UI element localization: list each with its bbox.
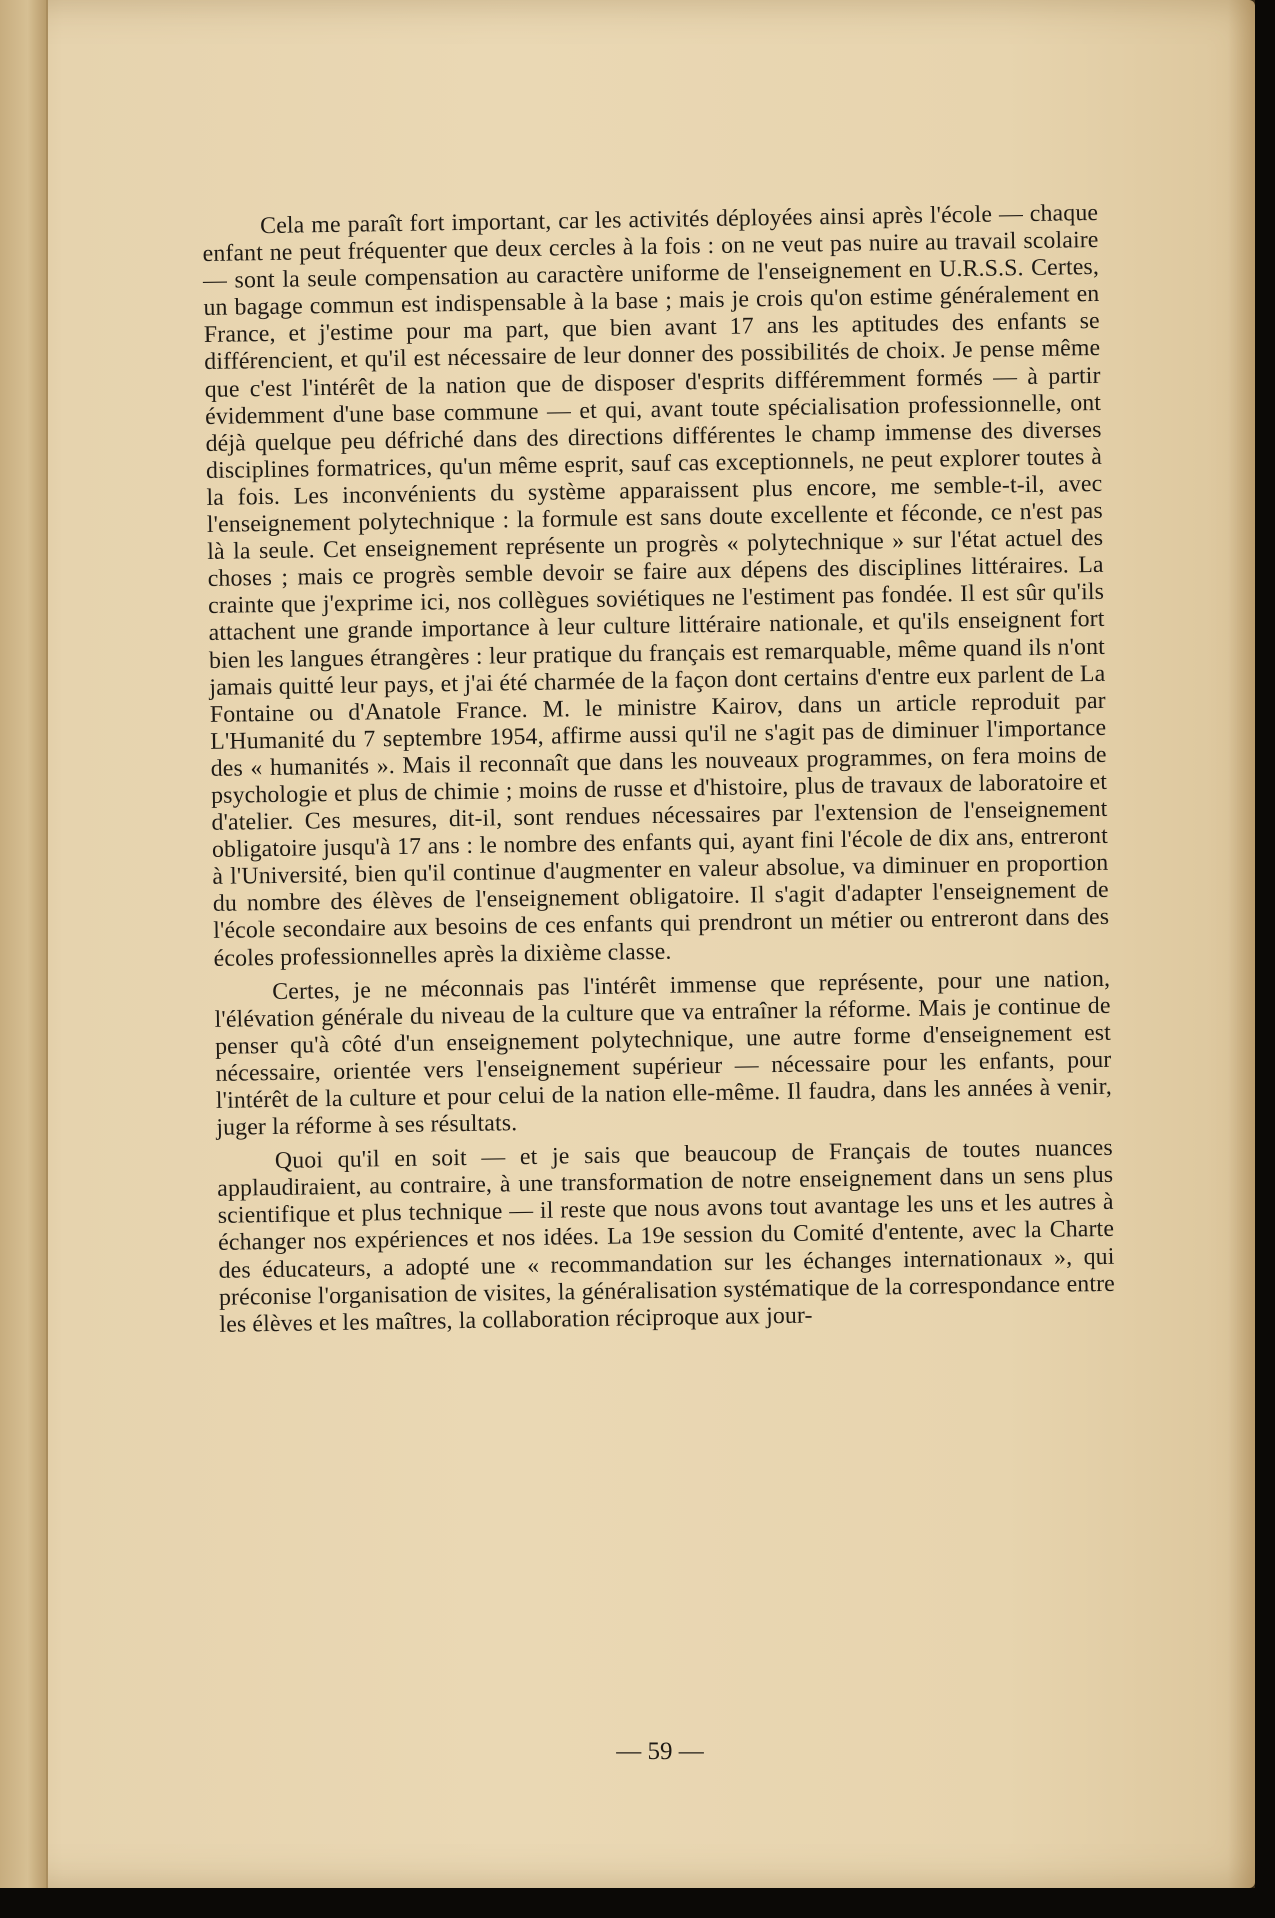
paragraph-2: Certes, je ne méconnais pas l'intérêt immense que représente, pour une nation, l'élévation générale du niveau de la culture que va entraîner la réforme. Mais je continue de penser qu'à côté d'un enseignement polytechnique, une autre forme d'enseignement est nécessaire, orientée vers l'enseignement supérieur — nécessaire pour les enfants, pour l'intérêt de la culture et pour celui de la nation elle-même. Il faudra, dans les années à venir, juger la réforme à ses résultats. xyxy=(214,965,1113,1141)
paragraph-3: Quoi qu'il en soit — et je sais que beaucoup de Français de toutes nuances applaudiraient, au contraire, à une transformation de notre enseignement dans un sens plus scientifique et plus technique — il reste que nous avons tout avantage les uns et les autres à échanger nos expériences et nos idées. La 19e session du Comité d'entente, avec la Charte des éducateurs, a adopté une « recommandation sur les échanges internationaux », qui préconise l'organisation de visites, la généralisation systématique de la correspondance entre les élèves et les maîtres, la collaboration réciproque aux jour- xyxy=(217,1134,1116,1338)
page-gutter xyxy=(0,0,48,1888)
page-edge-shadow xyxy=(1228,0,1255,1888)
body-text xyxy=(202,200,1116,1339)
page-number: — 59 — xyxy=(616,1738,704,1765)
paragraph-1: Cela me paraît fort important, car les activités déployées ainsi après l'école — chaque enfant ne peut fréquenter que deux cercles à la fois : on ne veut pas nuire au travail scolaire — sont la seule compensation au caractère uniforme de l'enseignement en U.R.S.S. Certes, un bagage commun est indispensable à la base ; mais je crois qu'on estime généralement en France, et j'estime pour ma part, que bien avant 17 ans les aptitudes des enfants se différencient, et qu'il est nécessaire de leur donner des possibilités de choix. Je pense même que c'est l'intérêt de la nation que de disposer d'esprits différemment formés — à partir évidemment d'une base commune — et qui, avant toute spécialisation professionnelle, ont déjà quelque peu défriché dans des directions différentes le champ immense des diverses disciplines formatrices, qu'un même esprit, sauf cas exceptionnels, ne peut explorer toutes à la fois. Les inconvénients du système apparaissent plus encore, me semble-t-il, avec l'enseignement polytechnique : la formule est sans doute excellente et féconde, ce n'est pas là la seule. Cet enseignement représente un progrès « polytechnique » sur l'état actuel des choses ; mais ce progrès semble devoir se faire aux dépens des disciplines littéraires. La crainte que j'exprime ici, nos collègues soviétiques ne l'estiment pas fondée. Il est sûr qu'ils attachent une grande importance à leur culture littéraire nationale, et qu'ils enseignent fort bien les langues étrangères : leur pratique du français est remarquable, même quand ils n'ont jamais quitté leur pays, et j'ai été charmée de la façon dont certains d'entre eux parlent de La Fontaine ou d'Anatole France. M. le ministre Kairov, dans un article reproduit par L'Humanité du 7 septembre 1954, affirme aussi qu'il ne s'agit pas de diminuer l'importance des « humanités ». Mais il reconnaît que dans les nouveaux programmes, on fera moins de psychologie et plus de chimie ; moins de russe et d'histoire, plus de travaux de laboratoire et d'atelier. Ces mesures, dit-il, sont rendues nécessaires par l'extension de l'enseignement obligatoire jusqu'à 17 ans : le nombre des enfants qui, ayant fini l'école de dix ans, entreront à l'Université, bien qu'il continue d'augmenter en valeur absolue, va diminuer en proportion du nombre des élèves de l'enseignement obligatoire. Il s'agit d'adapter l'enseignement de l'école secondaire aux besoins de ces enfants qui prendront un métier ou entreront dans des écoles professionnelles après la dixième classe. xyxy=(202,199,1110,972)
